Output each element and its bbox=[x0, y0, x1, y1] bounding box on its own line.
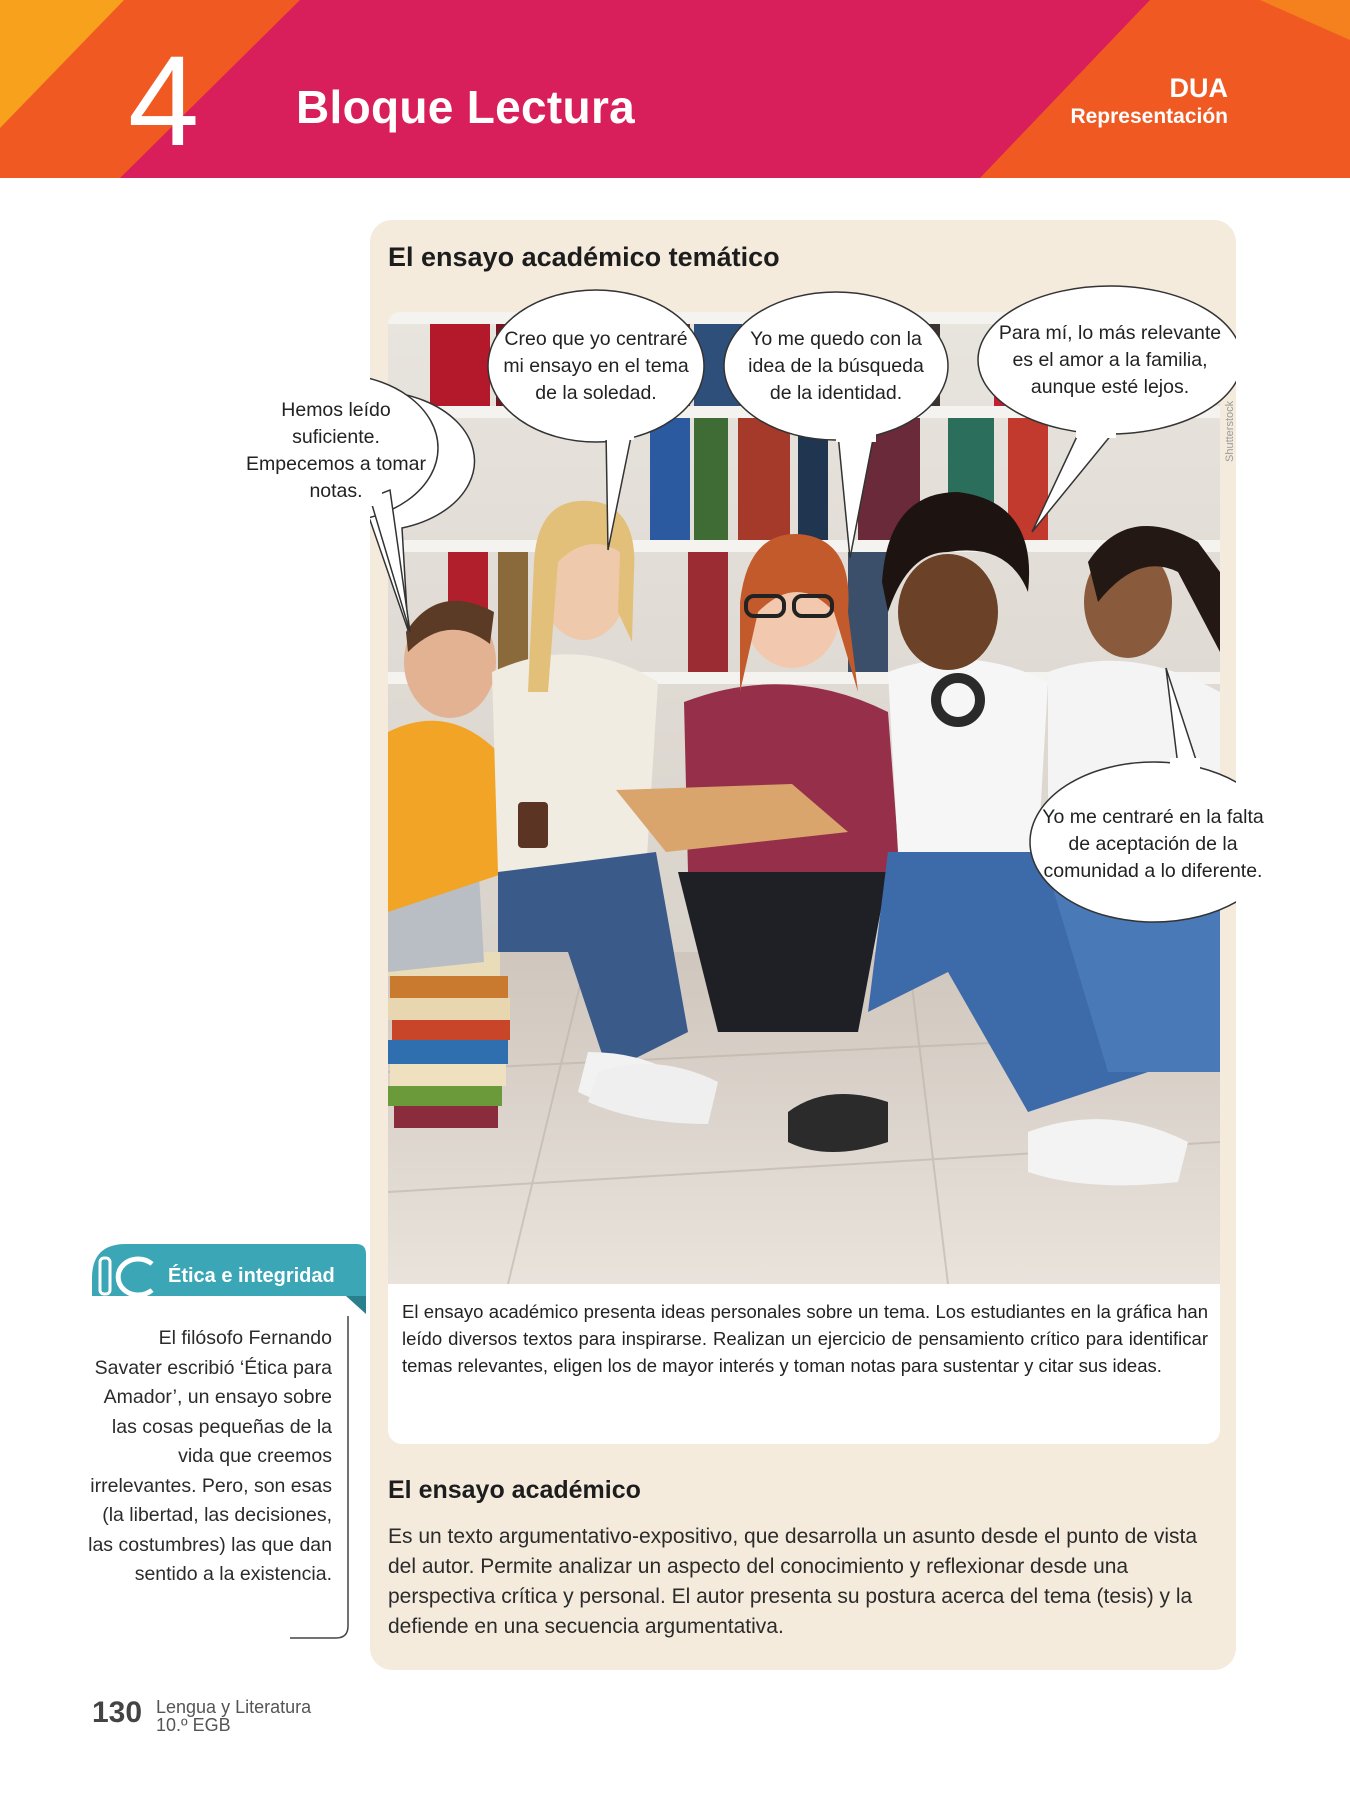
header-banner bbox=[0, 0, 1350, 178]
speech-bubble-identity: Yo me quedo con la idea de la búsqueda de la identidad. bbox=[748, 327, 924, 404]
definition-title: El ensayo académico bbox=[388, 1476, 641, 1504]
dua-subtitle: Representación bbox=[1070, 104, 1228, 128]
definition-text: Es un texto argumentativo-expositivo, que desarrolla un asunto desde el punto de vista del autor. Permite analizar un aspecto del conocimiento y reflexionar desde una perspectiva crítica y personal. El autor presenta su postura acerca del tema (tesis) y la defiende en una secuencia argumentativa. bbox=[388, 1525, 1198, 1638]
sidebar-title: Ética e integridad bbox=[168, 1265, 335, 1287]
caption-box bbox=[388, 1284, 1220, 1444]
dua-label bbox=[1070, 74, 1228, 129]
photo-caption: El ensayo académico presenta ideas personales sobre un tema. Los estudiantes en la gráfica han leído diversos textos para inspirarse. Realizan un ejercicio de pensamiento crítico para identificar temas relevantes, eligen los de mayor interés y toman notas para sustentar y citar sus ideas. bbox=[402, 1301, 1208, 1376]
speech-bubble-notes: Hemos leído suficiente. Empecemos a tomar notas. bbox=[246, 399, 426, 502]
speech-bubble-acceptance: Yo me centraré en la falta de aceptación de la comunidad a lo diferente. bbox=[1042, 805, 1264, 882]
sidebar-text: El filósofo Fernando Savater escribió ‘Ética para Amador’, un ensayo sobre las cosas pequeñas de la vida que creemos irrelevantes. Pero, son esas (la libertad, las decisiones, las costumbres) las que dan sentido a la existencia. bbox=[88, 1327, 332, 1585]
speech-bubble-family: Para mí, lo más relevante es el amor a la familia, aunque esté lejos. bbox=[998, 321, 1222, 398]
subject-name: Lengua y Literatura bbox=[156, 1697, 312, 1717]
grade-level: 10.º EGB bbox=[156, 1715, 231, 1735]
dua-title: DUA bbox=[1169, 73, 1228, 103]
photo-credit: Shutterstock bbox=[1224, 400, 1236, 462]
block-title: Bloque Lectura bbox=[296, 81, 636, 133]
speech-bubble-solitude: Creo que yo centraré mi ensayo en el tema de la soledad. bbox=[503, 327, 689, 404]
footer-subject bbox=[156, 1698, 311, 1734]
chapter-number: 4 bbox=[128, 30, 200, 173]
section-title: El ensayo académico temático bbox=[388, 242, 780, 272]
page-number: 130 bbox=[92, 1696, 143, 1729]
ethics-badge bbox=[92, 1244, 366, 1314]
